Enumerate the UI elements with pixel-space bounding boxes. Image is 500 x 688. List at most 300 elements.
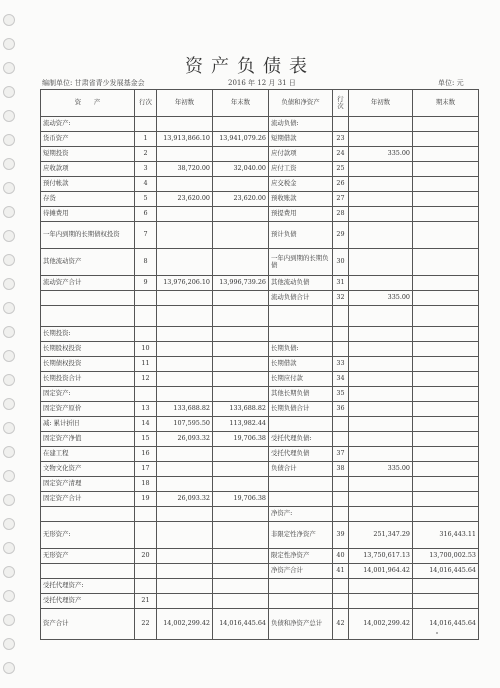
table-row (41, 342, 479, 357)
liability-item-label: 负债合计 (269, 462, 333, 477)
line-number: 39 (333, 522, 349, 549)
line-number: 8 (135, 249, 157, 276)
table-row (41, 177, 479, 192)
beginning-amount: 107,595.50 (157, 417, 213, 432)
ending-amount (413, 357, 479, 372)
ending-amount (213, 342, 269, 357)
line-number: 3 (135, 162, 157, 177)
line-number: 33 (333, 357, 349, 372)
beginning-amount: 14,001,964.42 (349, 564, 413, 579)
ending-amount (213, 564, 269, 579)
asset-item-label: 货币资产 (41, 132, 135, 147)
beginning-amount (157, 207, 213, 222)
binding-hole (3, 542, 15, 554)
ending-amount (413, 207, 479, 222)
org-label: 编制单位: 甘肃省青少发展基金会 (42, 79, 145, 87)
line-number: 41 (333, 564, 349, 579)
line-number: 24 (333, 147, 349, 162)
beginning-amount (157, 327, 213, 342)
asset-item-label: 短期投资 (41, 147, 135, 162)
line-number: 38 (333, 462, 349, 477)
asset-item-label: 流动资产: (41, 117, 135, 132)
beginning-amount (157, 507, 213, 522)
beginning-amount: 14,002,299.42 (349, 609, 413, 640)
binding-hole (3, 302, 15, 314)
header-end: 年末数 (213, 90, 269, 117)
beginning-amount (157, 462, 213, 477)
beginning-amount (349, 372, 413, 387)
table-row (41, 207, 479, 222)
liability-item-label: 限定性净资产 (269, 549, 333, 564)
asset-item-label (41, 306, 135, 327)
beginning-amount (157, 117, 213, 132)
binding-hole (3, 470, 15, 482)
beginning-amount (157, 477, 213, 492)
liability-item-label: 受托代理负债: (269, 432, 333, 447)
beginning-amount (157, 372, 213, 387)
ending-amount (213, 387, 269, 402)
binding-hole (3, 590, 15, 602)
beginning-amount (349, 402, 413, 417)
asset-item-label: 预付帐款 (41, 177, 135, 192)
beginning-amount (349, 327, 413, 342)
beginning-amount (349, 276, 413, 291)
line-number: 5 (135, 192, 157, 207)
table-row (41, 579, 479, 594)
binding-hole (3, 38, 15, 50)
beginning-amount (349, 447, 413, 462)
asset-item-label: 无形资产 (41, 549, 135, 564)
table-row (41, 522, 479, 549)
ending-amount: 32,040.00 (213, 162, 269, 177)
ending-amount (213, 249, 269, 276)
line-number: 17 (135, 462, 157, 477)
ending-amount (413, 372, 479, 387)
beginning-amount (349, 117, 413, 132)
ending-amount (413, 462, 479, 477)
asset-item-label: 固定资产原价 (41, 402, 135, 417)
beginning-amount (349, 477, 413, 492)
line-number (333, 417, 349, 432)
binding-hole (3, 566, 15, 578)
asset-item-label: 长期债权投资 (41, 357, 135, 372)
ending-amount (213, 462, 269, 477)
ending-amount (213, 372, 269, 387)
line-number: 36 (333, 402, 349, 417)
ending-amount (413, 579, 479, 594)
line-number (333, 579, 349, 594)
liability-item-label: 预计负债 (269, 222, 333, 249)
beginning-amount: 335.00 (349, 462, 413, 477)
beginning-amount (349, 132, 413, 147)
beginning-amount (349, 357, 413, 372)
table-row (41, 462, 479, 477)
liability-item-label (269, 327, 333, 342)
header-liabilities: 负债和净资产 (269, 90, 333, 117)
line-number (333, 507, 349, 522)
line-number (135, 291, 157, 306)
beginning-amount: 13,913,866.10 (157, 132, 213, 147)
binding-holes (0, 0, 18, 688)
line-number (333, 477, 349, 492)
ending-amount: 19,706.38 (213, 492, 269, 507)
beginning-amount (157, 222, 213, 249)
liability-item-label: 应付款项 (269, 147, 333, 162)
line-number (135, 117, 157, 132)
binding-hole (3, 158, 15, 170)
table-row (41, 306, 479, 327)
ending-amount (213, 327, 269, 342)
ending-amount (213, 306, 269, 327)
table-row (41, 276, 479, 291)
ending-amount: 316,443.11 (413, 522, 479, 549)
ending-amount (413, 291, 479, 306)
table-row (41, 549, 479, 564)
table-row (41, 417, 479, 432)
beginning-amount: 335.00 (349, 147, 413, 162)
line-number: 18 (135, 477, 157, 492)
line-number: 37 (333, 447, 349, 462)
ending-amount: 14,016,445.64 (413, 564, 479, 579)
line-number: 12 (135, 372, 157, 387)
table-row (41, 594, 479, 609)
report-date: 2016 年 12 月 31 日 (228, 79, 296, 87)
beginning-amount (157, 342, 213, 357)
ending-amount: 13,996,739.26 (213, 276, 269, 291)
ending-amount (213, 477, 269, 492)
ending-amount: 133,688.82 (213, 402, 269, 417)
ending-amount (413, 162, 479, 177)
line-number: 11 (135, 357, 157, 372)
beginning-amount (157, 177, 213, 192)
ending-amount (413, 132, 479, 147)
page-title: 资产负债表 (185, 56, 315, 77)
beginning-amount (157, 306, 213, 327)
beginning-amount: 133,688.82 (157, 402, 213, 417)
line-number: 27 (333, 192, 349, 207)
table-row (41, 222, 479, 249)
line-number: 25 (333, 162, 349, 177)
binding-hole (3, 86, 15, 98)
liability-item-label: 负债和净资产总计 (269, 609, 333, 640)
ending-amount: 14,016,445.64 (213, 609, 269, 640)
ending-amount: 23,620.00 (213, 192, 269, 207)
binding-hole (3, 254, 15, 266)
binding-hole (3, 134, 15, 146)
table-row (41, 609, 479, 640)
beginning-amount (349, 162, 413, 177)
ending-amount (213, 594, 269, 609)
beginning-amount: 23,620.00 (157, 192, 213, 207)
ending-amount (413, 594, 479, 609)
table-row (41, 402, 479, 417)
beginning-amount: 251,347.29 (349, 522, 413, 549)
liability-item-label: 其他长期负债 (269, 387, 333, 402)
binding-hole (3, 638, 15, 650)
ending-amount (413, 177, 479, 192)
beginning-amount: 13,750,617.13 (349, 549, 413, 564)
liability-item-label: 流动负债: (269, 117, 333, 132)
table-row (41, 192, 479, 207)
line-number: 22 (135, 609, 157, 640)
ending-amount (413, 402, 479, 417)
ending-amount (213, 117, 269, 132)
table-row (41, 447, 479, 462)
liability-item-label: 其他流动负债 (269, 276, 333, 291)
ending-amount (413, 477, 479, 492)
beginning-amount (157, 357, 213, 372)
table-row (41, 357, 479, 372)
beginning-amount (349, 594, 413, 609)
header-line-no-right: 行次 (333, 90, 349, 117)
binding-hole (3, 518, 15, 530)
asset-item-label: 固定资产: (41, 387, 135, 402)
binding-hole (3, 398, 15, 410)
asset-item-label: 受托代理资产 (41, 594, 135, 609)
liability-item-label (269, 417, 333, 432)
line-number (333, 594, 349, 609)
ending-amount (413, 447, 479, 462)
asset-item-label: 一年内到期的长期债权投资 (41, 222, 135, 249)
line-number (135, 327, 157, 342)
line-number: 10 (135, 342, 157, 357)
asset-item-label: 固定资产清理 (41, 477, 135, 492)
table-row (41, 432, 479, 447)
liability-item-label: 受托代理负债 (269, 447, 333, 462)
liability-item-label (269, 477, 333, 492)
line-number: 20 (135, 549, 157, 564)
ending-amount (213, 207, 269, 222)
line-number: 35 (333, 387, 349, 402)
unit-label: 单位: 元 (438, 79, 464, 87)
liability-item-label: 应交税金 (269, 177, 333, 192)
liability-item-label (269, 594, 333, 609)
line-number (333, 306, 349, 327)
line-number: 7 (135, 222, 157, 249)
line-number (333, 327, 349, 342)
liability-item-label (269, 306, 333, 327)
liability-item-label (269, 579, 333, 594)
header-row (41, 90, 479, 117)
liability-item-label: 短期借款 (269, 132, 333, 147)
beginning-amount: 38,720.00 (157, 162, 213, 177)
beginning-amount: 26,093.32 (157, 492, 213, 507)
beginning-amount: 14,002,299.42 (157, 609, 213, 640)
line-number (135, 579, 157, 594)
asset-item-label: 应收款项 (41, 162, 135, 177)
asset-item-label: 长期投资: (41, 327, 135, 342)
table-row (41, 117, 479, 132)
liability-item-label: 应付工资 (269, 162, 333, 177)
beginning-amount (349, 306, 413, 327)
ending-amount (413, 327, 479, 342)
ending-amount (413, 249, 479, 276)
liability-item-label: 非限定性净资产 (269, 522, 333, 549)
beginning-amount: 26,093.32 (157, 432, 213, 447)
line-number: 13 (135, 402, 157, 417)
beginning-amount (157, 249, 213, 276)
line-number: 9 (135, 276, 157, 291)
header-begin-right: 年初数 (349, 90, 413, 117)
asset-item-label: 文物文化资产 (41, 462, 135, 477)
line-number (135, 507, 157, 522)
ending-amount (413, 117, 479, 132)
beginning-amount (349, 417, 413, 432)
asset-item-label: 减: 累计折旧 (41, 417, 135, 432)
balance-sheet-table (40, 89, 479, 640)
line-number (135, 522, 157, 549)
asset-item-label: 流动资产合计 (41, 276, 135, 291)
beginning-amount (349, 207, 413, 222)
ending-amount (213, 291, 269, 306)
line-number (135, 564, 157, 579)
beginning-amount (349, 492, 413, 507)
ending-amount (413, 417, 479, 432)
binding-hole (3, 182, 15, 194)
beginning-amount (349, 432, 413, 447)
liability-item-label: 预提费用 (269, 207, 333, 222)
ending-amount (413, 432, 479, 447)
asset-item-label: 待摊费用 (41, 207, 135, 222)
asset-item-label: 长期投资合计 (41, 372, 135, 387)
table-row (41, 507, 479, 522)
beginning-amount (349, 342, 413, 357)
line-number: 23 (333, 132, 349, 147)
table-row (41, 477, 479, 492)
line-number: 2 (135, 147, 157, 162)
asset-item-label: 无形资产: (41, 522, 135, 549)
table-row (41, 132, 479, 147)
asset-item-label: 存货 (41, 192, 135, 207)
ending-amount (413, 387, 479, 402)
line-number: 32 (333, 291, 349, 306)
liability-item-label: 长期借款 (269, 357, 333, 372)
line-number: 14 (135, 417, 157, 432)
binding-hole (3, 494, 15, 506)
ending-amount (213, 447, 269, 462)
line-number: 42 (333, 609, 349, 640)
line-number: 40 (333, 549, 349, 564)
asset-item-label (41, 507, 135, 522)
line-number (333, 492, 349, 507)
binding-hole (3, 614, 15, 626)
table-row (41, 492, 479, 507)
binding-hole (3, 662, 15, 674)
liability-item-label: 长期负债合计 (269, 402, 333, 417)
header-assets: 资 产 (41, 90, 135, 117)
ending-amount (213, 522, 269, 549)
line-number: 4 (135, 177, 157, 192)
ending-amount (413, 507, 479, 522)
line-number: 26 (333, 177, 349, 192)
ending-amount (413, 147, 479, 162)
table-row (41, 147, 479, 162)
beginning-amount (157, 447, 213, 462)
table-row (41, 291, 479, 306)
beginning-amount (349, 177, 413, 192)
beginning-amount (157, 291, 213, 306)
liability-item-label: 净资产合计 (269, 564, 333, 579)
asset-item-label: 资产合计 (41, 609, 135, 640)
line-number: 34 (333, 372, 349, 387)
ending-amount: 13,941,079.26 (213, 132, 269, 147)
ending-amount (213, 507, 269, 522)
asset-item-label (41, 291, 135, 306)
asset-item-label: 固定资产合计 (41, 492, 135, 507)
ending-amount (413, 222, 479, 249)
binding-hole (3, 278, 15, 290)
table-row (41, 249, 479, 276)
asset-item-label: 受托代理资产: (41, 579, 135, 594)
binding-hole (3, 446, 15, 458)
table-row (41, 372, 479, 387)
beginning-amount (349, 387, 413, 402)
line-number: 16 (135, 447, 157, 462)
line-number: 15 (135, 432, 157, 447)
ending-amount: 13,700,002.53 (413, 549, 479, 564)
beginning-amount (157, 387, 213, 402)
ending-amount (213, 177, 269, 192)
liability-item-label: 流动负债合计 (269, 291, 333, 306)
asset-item-label: 长期股权投资 (41, 342, 135, 357)
binding-hole (3, 350, 15, 362)
beginning-amount (349, 192, 413, 207)
table-row (41, 162, 479, 177)
line-number (333, 117, 349, 132)
ending-amount (413, 276, 479, 291)
table-row (41, 564, 479, 579)
asset-item-label (41, 564, 135, 579)
binding-hole (3, 110, 15, 122)
header-line-no: 行次 (135, 90, 157, 117)
liability-item-label: 一年内到期的长期负债 (269, 249, 333, 276)
asset-item-label: 在建工程 (41, 447, 135, 462)
line-number: 31 (333, 276, 349, 291)
liability-item-label (269, 492, 333, 507)
liability-item-label: 预收账款 (269, 192, 333, 207)
ending-amount (213, 222, 269, 249)
line-number: 1 (135, 132, 157, 147)
ending-amount: 19,706.38 (213, 432, 269, 447)
line-number: 30 (333, 249, 349, 276)
beginning-amount: 13,976,206.10 (157, 276, 213, 291)
table-row (41, 387, 479, 402)
ending-amount (413, 306, 479, 327)
asset-item-label: 其他流动资产 (41, 249, 135, 276)
line-number: 21 (135, 594, 157, 609)
liability-item-label: 净资产: (269, 507, 333, 522)
binding-hole (3, 422, 15, 434)
line-number (333, 342, 349, 357)
beginning-amount (157, 522, 213, 549)
line-number (333, 432, 349, 447)
ending-amount: 113,982.44 (213, 417, 269, 432)
liability-item-label: 长期负债: (269, 342, 333, 357)
header-period-end-right: 期末数 (413, 90, 479, 117)
ending-amount (213, 357, 269, 372)
beginning-amount (157, 549, 213, 564)
beginning-amount (349, 249, 413, 276)
ending-amount (213, 147, 269, 162)
line-number: 28 (333, 207, 349, 222)
line-number: 19 (135, 492, 157, 507)
beginning-amount (157, 579, 213, 594)
beginning-amount (157, 564, 213, 579)
ending-amount (213, 549, 269, 564)
ending-amount (413, 492, 479, 507)
binding-hole (3, 14, 15, 26)
ending-amount (413, 192, 479, 207)
